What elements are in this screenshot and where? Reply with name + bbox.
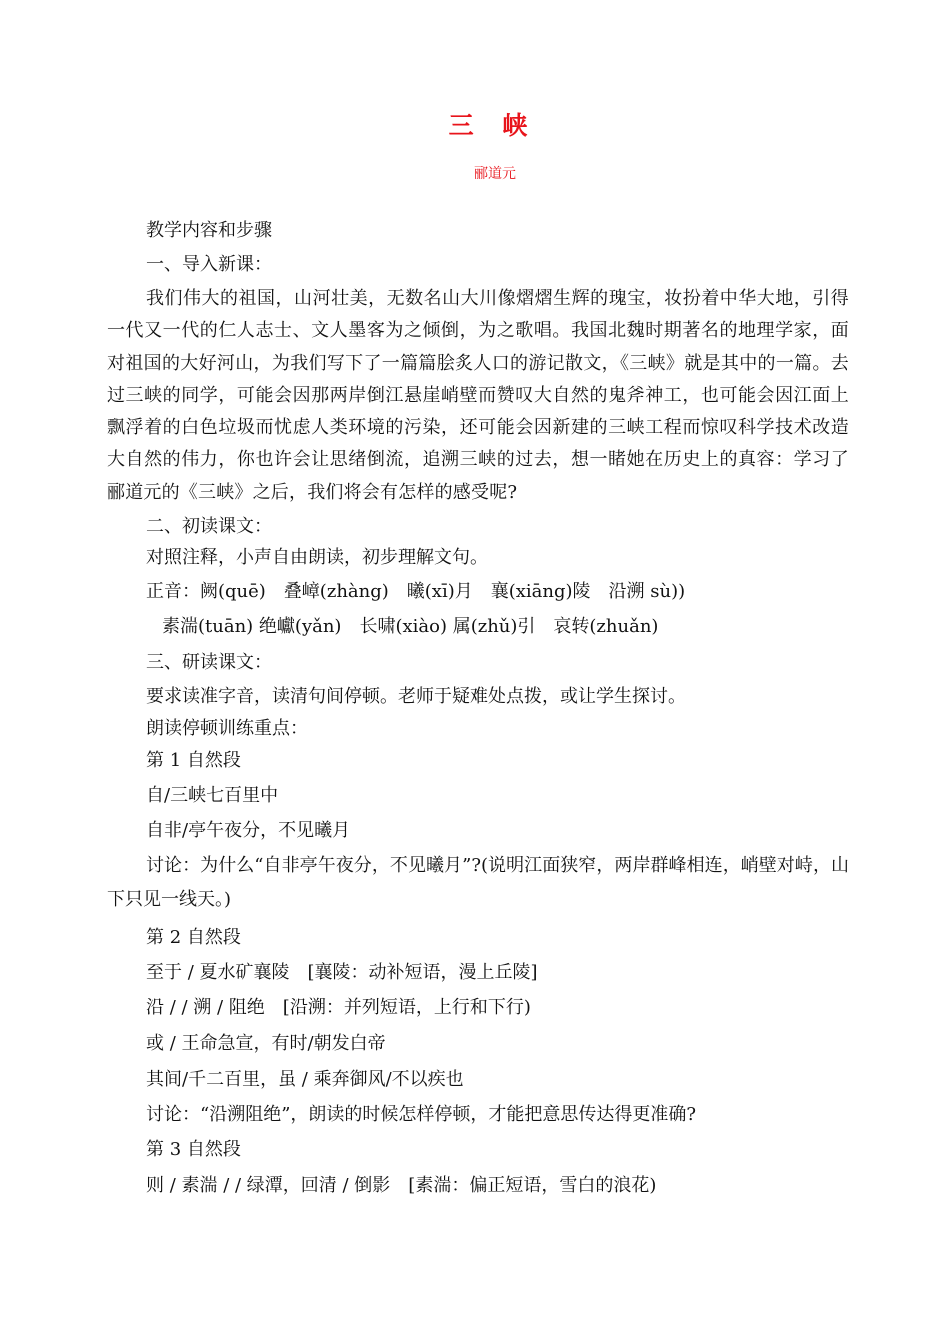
- paragraph-1-label: 第 1 自然段: [146, 750, 241, 771]
- pause-training-focus: 朗读停顿训练重点：: [146, 718, 308, 739]
- intro-heading: 一、导入新课：: [146, 254, 272, 275]
- pronunciation-line-2: 素湍(tuān) 绝巘(yǎn) 长啸(xiào) 属(zhǔ)引 哀转(zhuǎn): [162, 616, 659, 637]
- sentence-4: 沿 / / 溯 / 阻绝 [沿溯：并列短语，上行和下行): [146, 997, 531, 1018]
- sentence-3: 至于 / 夏水矿襄陵 [襄陵：动补短语，漫上丘陵]: [146, 962, 538, 983]
- pronunciation-line-1: 正音：阙(quē) 叠嶂(zhàng) 曦(xī)月 襄(xiāng)陵 沿溯 sù)): [146, 581, 686, 602]
- author-name: 郦道元: [474, 166, 516, 182]
- sentence-6: 其间/千二百里，虽 / 乘奔御风/不以疾也: [146, 1069, 464, 1090]
- sentence-7: 则 / 素湍 / / 绿潭，回清 / 倒影 [素湍：偏正短语，雪白的浪花): [146, 1175, 657, 1196]
- discussion-1: 讨论：为什么“自非亭午夜分，不见曦月”?(说明江面狭窄，两岸群峰相连，峭壁对峙，山下只见一线天。): [107, 855, 849, 910]
- study-heading: 三、研读课文：: [146, 652, 272, 673]
- first-reading-heading: 二、初读课文：: [146, 516, 272, 537]
- paragraph-2-label: 第 2 自然段: [146, 927, 241, 948]
- sentence-5: 或 / 王命急宣，有时/朝发白帝: [146, 1033, 386, 1054]
- sentence-2: 自非/亭午夜分，不见曦月: [146, 820, 351, 841]
- first-reading-instruction: 对照注释，小声自由朗读，初步理解文句。: [146, 547, 488, 568]
- intro-paragraph: 我们伟大的祖国，山河壮美，无数名山大川像熠熠生辉的瑰宝，妆扮着中华大地，引得一代又一代的仁人志士、文人墨客为之倾倒，为之歌唱。我国北魏时期著名的地理学家，面对祖国的大好河山，为我们写下了一篇篇脍炙人口的游记散文，《三峡》就是其中的一篇。去过三峡的同学，可能会因那两岸倒江悬崖峭壁而赞叹大自然的鬼斧神工，也可能会因江面上飘浮着的白色垃圾而忧虑人类环境的污染，还可能会因新建的三峡工程而惊叹科学技术改造大自然的伟力，你也许会让思绪倒流，追溯三峡的过去，想一睹她在历史上的真容：学习了郦道元的《三峡》之后，我们将会有怎样的感受呢?: [107, 288, 849, 503]
- discussion-2: 讨论：“沿溯阻绝”，朗读的时候怎样停顿，才能把意思传达得更准确?: [146, 1104, 697, 1125]
- page-title: 三 峡: [448, 111, 538, 140]
- paragraph-3-label: 第 3 自然段: [146, 1139, 241, 1160]
- sentence-1: 自/三峡七百里中: [146, 785, 279, 806]
- study-instruction: 要求读准字音，读清句间停顿。老师于疑难处点拨，或让学生探讨。: [146, 686, 686, 707]
- steps-heading: 教学内容和步骤: [146, 220, 272, 241]
